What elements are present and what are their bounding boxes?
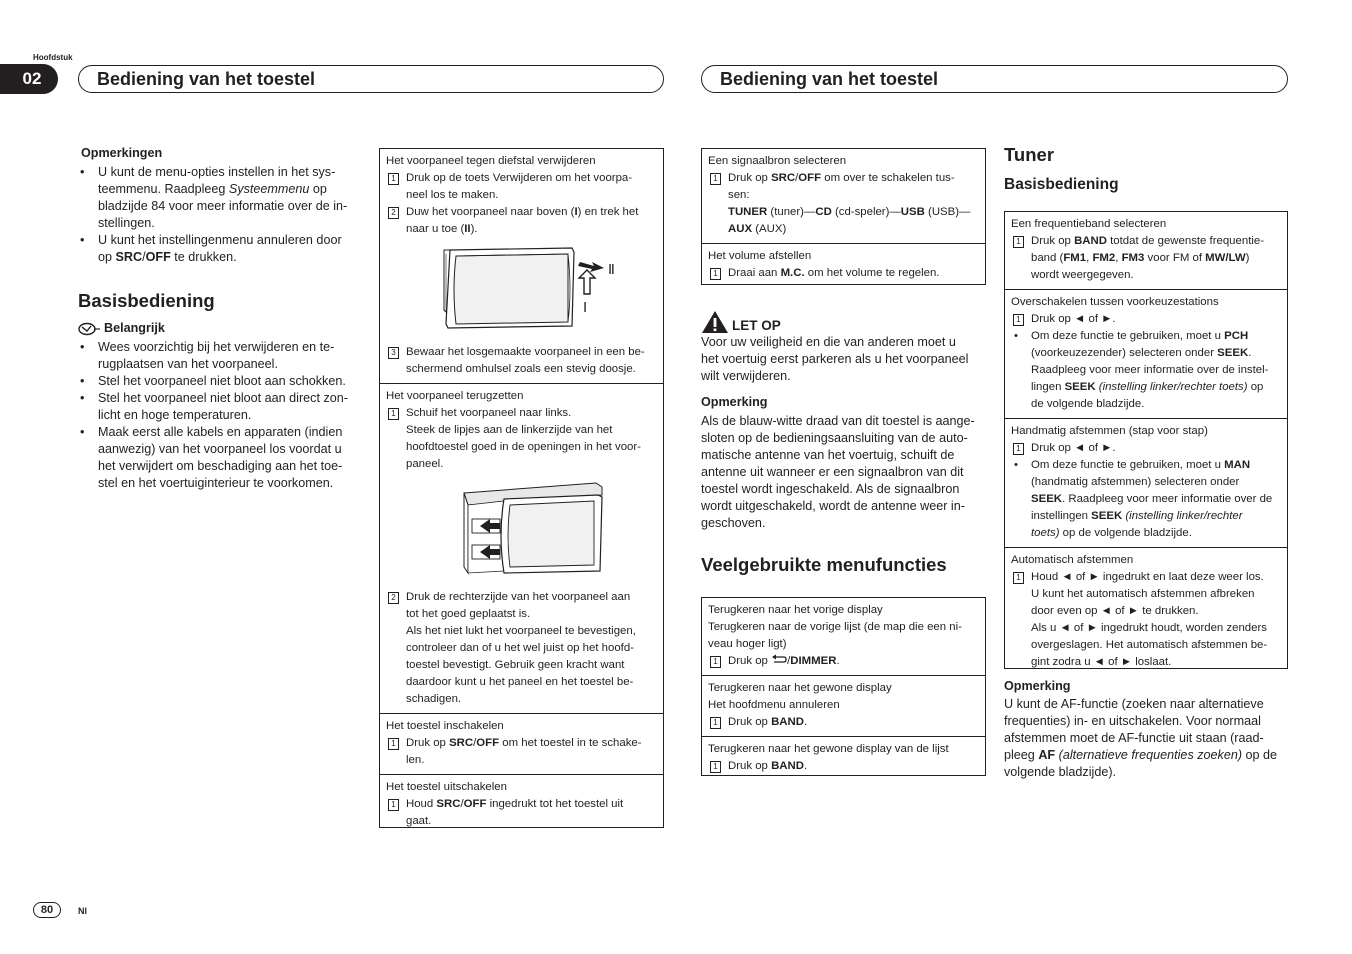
language-code: Nl [78, 906, 87, 916]
list-display-section [702, 736, 985, 780]
volume-title: Het volume afstellen [708, 250, 812, 262]
auto-tuning-title: Automatisch afstemmen [1011, 554, 1134, 566]
step-item: 2 Druk de rechterzijde van het voorpaneel aan tot het goed geplaatst is. Als het niet lukt het voorpaneel te bevestigen, controleer dan of u het wel juist op het hoofd- toestel bevestigt. Gebruik geen kracht want daardoor kunt u het paneel en het toestel be- schadigen. [386, 589, 657, 708]
step-item: 1 Houd SRC/OFF ingedrukt tot het toestel uit gaat. [386, 796, 657, 830]
source-select-title: Een signaalbron selecteren [708, 155, 847, 167]
warning-icon [701, 310, 729, 334]
manual-tuning-title: Handmatig afstemmen (stap voor stap) [1011, 425, 1208, 437]
section-title-basisbediening: Basisbediening [78, 290, 215, 311]
list-item: • Maak eerst alle kabels en apparaten (indien aanwezig) van het voorpaneel los voordat u het verwijdert om beschadiging aan het toe- stel en het voertuiginterieur te voorkomen. [78, 424, 363, 492]
normal-display-title: Terugkeren naar het gewone display Het hoofdmenu annuleren [708, 682, 892, 711]
power-on-section [380, 713, 663, 774]
step-item: 1 Druk op BAND. [708, 758, 979, 775]
chapter-label: Hoofdstuk [33, 53, 73, 62]
note-text: Als de blauw-witte draad van dit toestel is aange- sloten op de bedieningsaansluiting van de auto- matische antenne van het voertuig, schuift de antenne uit wanneer er een signaalbron van dit toestel wordt ingeschakeld. Als de signaalbron wordt uitgeschakeld, wordt de antenne weer in- geschoven. [701, 414, 975, 530]
chapter-number-badge: 02 [0, 64, 58, 94]
preset-section [1005, 289, 1287, 418]
notes-list [78, 164, 363, 266]
source-volume-box [701, 148, 986, 285]
page-title-left: Bediening van het toestel [78, 65, 664, 93]
step-item: 1 Druk op SRC/OFF om het toestel in te schake- len. [386, 735, 657, 769]
step-item: 1 Druk op /DIMMER. [708, 653, 979, 670]
power-off-title: Het toestel uitschakelen [386, 781, 507, 793]
tuner-title: Tuner [1004, 144, 1055, 165]
page-number: 80 [33, 902, 61, 918]
caution-heading: LET OP [701, 310, 991, 334]
menu-functions-box [701, 597, 986, 776]
tuner-note-text: U kunt de AF-functie (zoeken naar alternatieve frequenties) in- en uitschakelen. Voor normaal afstemmen moet de AF-functie uit staan (raad- pleeg AF (alternatieve frequenties zoeken) op de volgende bladzijde). [1004, 697, 1278, 779]
manual-tuning-section [1005, 418, 1287, 547]
step-item: 1 Druk op SRC/OFF om over te schakelen tus- sen: TUNER (tuner)—CD (cd-speler)—USB (USB)— AUX (AUX) [708, 170, 979, 238]
list-item: • Wees voorzichtig bij het verwijderen en te- rugplaatsen van het voorpaneel. [78, 339, 363, 373]
power-on-title: Het toestel inschakelen [386, 720, 504, 732]
band-select-section [1005, 212, 1287, 289]
front-panel-box [379, 148, 664, 828]
remove-panel-illustration [386, 242, 656, 342]
return-icon [771, 654, 787, 664]
normal-display-section [702, 675, 985, 736]
list-item: • Stel het voorpaneel niet bloot aan schokken. [78, 373, 363, 390]
tuner-note-title: Opmerking [1004, 679, 1071, 693]
prev-display-title: Terugkeren naar het vorige display Terugkeren naar de vorige lijst (de map die een ni- veau hoger ligt) [708, 604, 962, 650]
bullet-item: • Om deze functie te gebruiken, moet u PCH (voorkeuzezender) selecteren onder SEEK. Raadpleeg voor meer informatie over de instel- lingen SEEK (instelling linker/rechter toets) op de volgende bladzijde. [1011, 328, 1281, 413]
column-3-text [701, 310, 991, 576]
tuner-basic-title: Basisbediening [1004, 176, 1119, 193]
step-item: 3 Bewaar het losgemaakte voorpaneel in een be- schermend omhulsel zoals een stevig doosje. [386, 344, 657, 378]
list-item: • Stel het voorpaneel niet bloot aan direct zon- licht en hoge temperaturen. [78, 390, 363, 424]
step-item: 1 Draai aan M.C. om het volume te regelen. [708, 265, 979, 282]
step-item: 1 Druk op de toets Verwijderen om het voorpa- neel los te maken. [386, 170, 657, 204]
source-select-section [702, 149, 985, 243]
replace-panel-section [380, 383, 663, 713]
svg-text:Ⅱ: Ⅱ [608, 263, 615, 278]
remove-panel-section [380, 149, 663, 383]
column-4-note [1004, 678, 1294, 781]
prev-display-section [702, 598, 985, 675]
remove-panel-title: Het voorpaneel tegen diefstal verwijderen [386, 155, 596, 167]
replace-panel-title: Het voorpaneel terugzetten [386, 390, 524, 402]
important-list [78, 339, 363, 492]
band-select-title: Een frequentieband selecteren [1011, 218, 1167, 230]
list-display-title: Terugkeren naar het gewone display van de lijst [708, 743, 949, 755]
step-item: 1 Druk op BAND. [708, 714, 979, 731]
list-item: • U kunt het instellingenmenu annuleren door op SRC/OFF te drukken. [78, 232, 363, 266]
svg-text:Ⅰ: Ⅰ [583, 301, 588, 316]
step-item: 1 Druk op BAND totdat de gewenste frequentie- band (FM1, FM2, FM3 voor FM of MW/LW) wordt weergegeven. [1011, 233, 1281, 284]
notes-title: Opmerkingen [81, 146, 163, 160]
step-item: 1 Druk op ◄ of ►. [1011, 311, 1281, 328]
auto-tuning-section [1005, 547, 1287, 676]
note-title: Opmerking [701, 395, 768, 409]
column-4-headings [1004, 144, 1294, 195]
step-item: 2 Duw het voorpaneel naar boven (I) en trek het naar u toe (II). [386, 204, 657, 238]
tuner-box [1004, 211, 1288, 669]
power-off-section [380, 774, 663, 835]
caution-text: Voor uw veiligheid en die van anderen moet u het voertuig eerst parkeren als u het voorpaneel wilt verwijderen. [701, 335, 969, 383]
important-heading: Belangrijk [78, 320, 363, 337]
step-item: 1 Houd ◄ of ► ingedrukt en laat deze weer los. U kunt het automatisch afstemmen afbreken door even op ◄ of ► te drukken. Als u ◄ of ► ingedrukt houdt, worden zenders overgeslagen. Het automatisch afstemmen be- gint zodra u ◄ of ► loslaat. [1011, 569, 1281, 671]
step-item: 1 Schuif het voorpaneel naar links. Steek de lipjes aan de linkerzijde van het hoofdtoestel goed in de openingen in het voor- paneel. [386, 405, 657, 473]
column-1 [78, 145, 363, 492]
page-title-right: Bediening van het toestel [701, 65, 1288, 93]
important-icon [78, 322, 100, 336]
bullet-item: • Om deze functie te gebruiken, moet u MAN (handmatig afstemmen) selecteren onder SEEK. Raadpleeg voor meer informatie over de instellingen SEEK (instelling linker/rechter toets) op de volgende bladzijde. [1011, 457, 1281, 542]
replace-panel-illustration [386, 475, 656, 587]
volume-section [702, 243, 985, 287]
section-title-menufuncties: Veelgebruikte menufuncties [701, 554, 947, 575]
list-item: • U kunt de menu-opties instellen in het sys- teemmenu. Raadpleeg Systeemmenu op bladzijde 84 voor meer informatie over de in- stellingen. [78, 164, 363, 232]
preset-title: Overschakelen tussen voorkeuzestations [1011, 296, 1219, 308]
step-item: 1 Druk op ◄ of ►. [1011, 440, 1281, 457]
